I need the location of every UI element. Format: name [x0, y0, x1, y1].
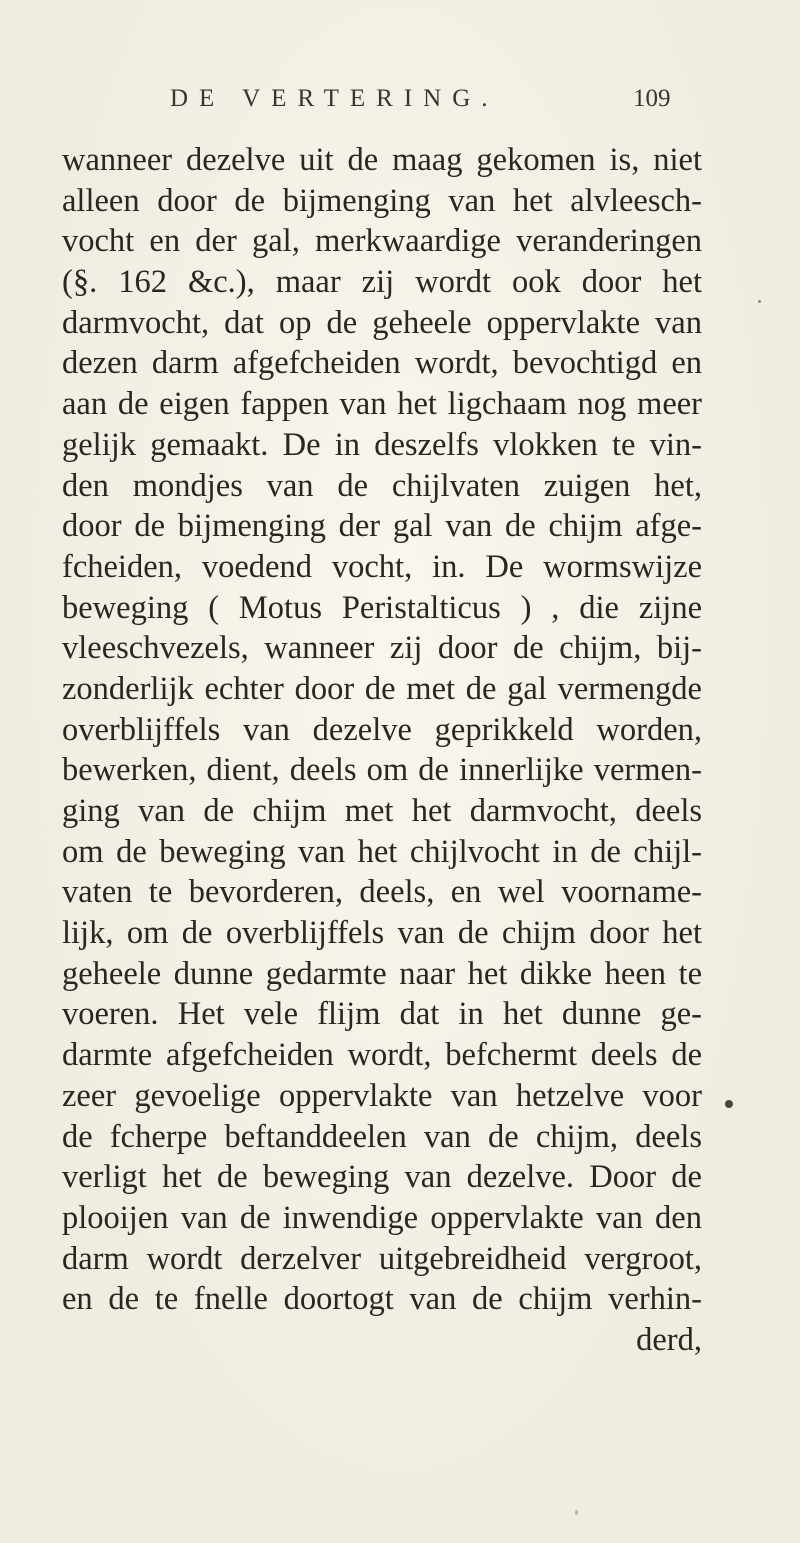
text-line: aan de eigen fappen van het ligchaam nog meer: [62, 386, 702, 423]
text-line: en de te fnelle doortogt van de chijm verhin-: [62, 1281, 702, 1318]
text-line: gelijk gemaakt. De in deszelfs vlokken te vin-: [62, 426, 702, 463]
text-line: fcheiden, voedend vocht, in. De wormswijze: [62, 548, 702, 585]
text-line: den mondjes van de chijlvaten zuigen het,: [62, 467, 702, 504]
text-line: wanneer dezelve uit de maag gekomen is, niet: [62, 142, 702, 178]
text-line: bewerken, dient, deels om de innerlijke vermen-: [62, 752, 702, 789]
text-line: vleeschvezels, wanneer zij door de chijm, bij-: [62, 630, 702, 667]
text-line: vaten te bevorderen, deels, en wel voorname-: [62, 874, 702, 911]
page-number: 109: [633, 85, 671, 112]
ink-speck: [758, 300, 761, 303]
text-line: darm wordt derzelver uitgebreidheid vergroot,: [62, 1240, 702, 1277]
text-line: verligt het de beweging van dezelve. Door de: [62, 1159, 702, 1196]
text-line: alleen door de bijmenging van het alvleesch-: [62, 182, 702, 219]
text-line: vocht en der gal, merkwaardige veranderingen: [62, 223, 702, 260]
text-line: overblijffels van dezelve geprikkeld worden,: [62, 711, 702, 748]
text-line: dezen darm afgefcheiden wordt, bevochtigd en: [62, 345, 702, 382]
text-line-catchword: derd,: [636, 1321, 702, 1358]
text-line: darmte afgefcheiden wordt, befchermt deels de: [62, 1037, 702, 1074]
body-text: [62, 140, 702, 1361]
running-head: [170, 85, 690, 125]
text-line: (§. 162 &c.), maar zij wordt ook door het: [62, 264, 702, 301]
text-line: door de bijmenging der gal van de chijm afge-: [62, 508, 702, 545]
ink-speck: [725, 1100, 733, 1108]
text-line: lijk, om de overblijffels van de chijm door het: [62, 915, 702, 952]
text-line: voeren. Het vele flijm dat in het dunne ge-: [62, 996, 702, 1033]
text-line: zeer gevoelige oppervlakte van hetzelve voor: [62, 1077, 702, 1114]
text-line: geheele dunne gedarmte naar het dikke heen te: [62, 955, 702, 992]
text-line: darmvocht, dat op de geheele oppervlakte van: [62, 304, 702, 341]
ink-speck: [575, 1510, 578, 1515]
text-line: ging van de chijm met het darmvocht, deels: [62, 793, 702, 829]
text-line: de fcherpe beftanddeelen van de chijm, deels: [62, 1118, 702, 1155]
text-line: beweging ( Motus Peristalticus ) , die zijne: [62, 589, 702, 626]
text-line: om de beweging van het chijlvocht in de chijl-: [62, 833, 702, 870]
running-title: DE VERTERING.: [170, 85, 499, 112]
text-line: zonderlijk echter door de met de gal vermengde: [62, 670, 702, 707]
text-line: plooijen van de inwendige oppervlakte van den: [62, 1199, 702, 1236]
